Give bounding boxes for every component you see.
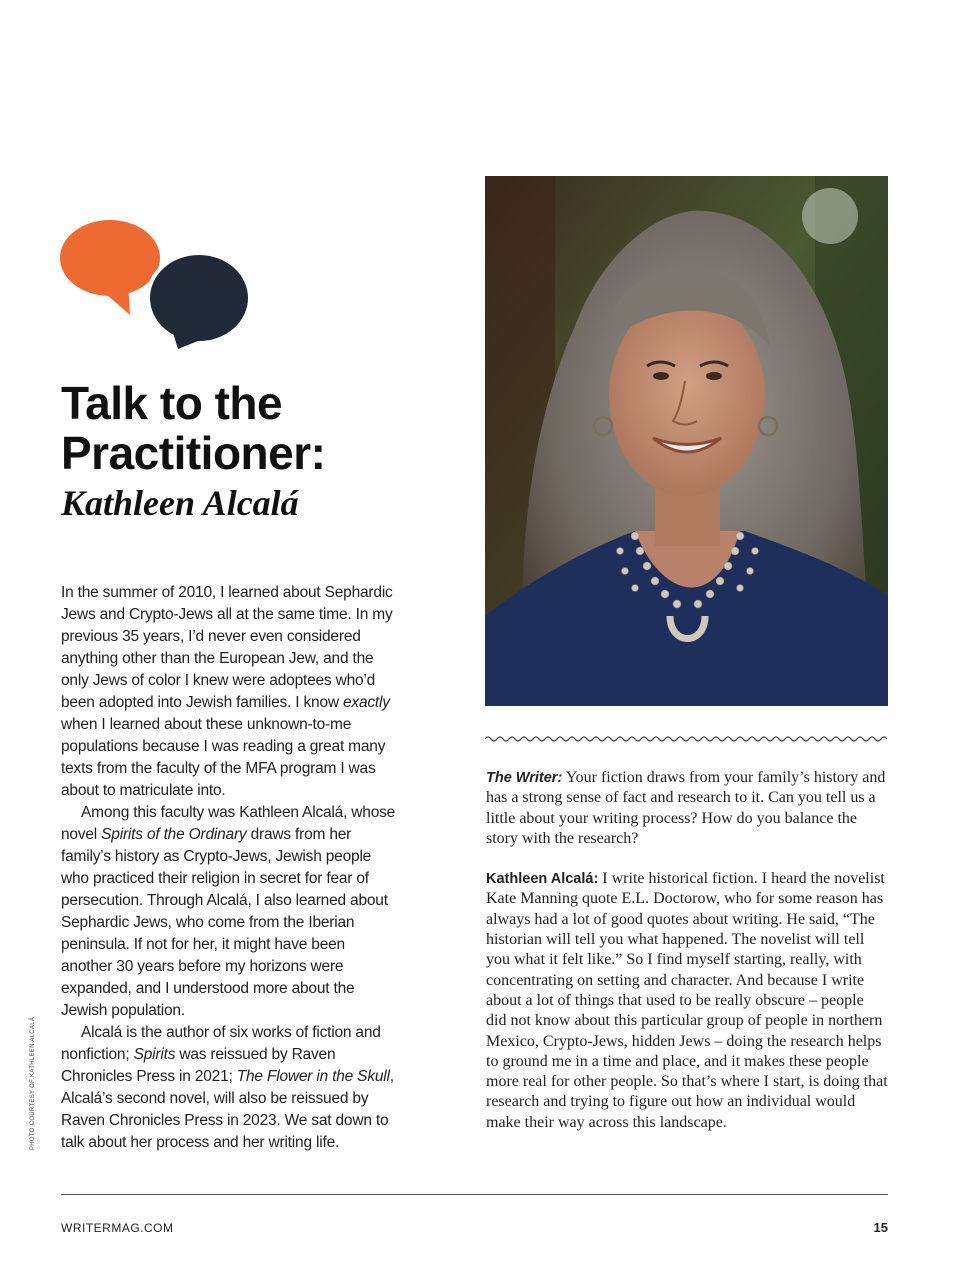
intro-paragraph — [61, 582, 396, 802]
interviewer-label: The Writer: — [486, 770, 563, 786]
intro-text — [61, 582, 396, 1154]
text-run: Alcalá is the author of six works of fiction and nonfiction; — [61, 1024, 381, 1063]
text-run: , Alcalá’s second novel, will also be reissued by Raven Chronicles Press in 2023. We sat down to talk about her process and her writing life. — [61, 1068, 394, 1151]
text-run: draws from her family’s history as Crypto-Jews, Jewish people who practiced their religion in secret for fear of persecution. Through Alcalá, I also learned about Sephardic Jews, who come from the Iberian peninsula. If not for her, it might have been another 30 years before my horizons were expanded, and I understood more about the Jewish population. — [61, 826, 388, 1019]
decorative-wave-divider — [485, 732, 888, 746]
intro-paragraph — [61, 802, 396, 1022]
intro-paragraph — [61, 1022, 396, 1154]
question-text: Your fiction draws from your family’s history and has a strong sense of fact and research to it. Can you tell us a little about your writing process? How do you balance the story with the research? — [486, 769, 886, 847]
footer-divider — [61, 1194, 888, 1195]
interview-qa — [486, 768, 888, 1133]
text-run: In the summer of 2010, I learned about Sephardic Jews and Crypto-Jews all at the same time. In my previous 35 years, I’d never even considered anything other than the European Jew, and the only Jews of color I knew were adoptees who’d been adopted into Jewish families. I know — [61, 584, 393, 711]
page-number: 15 — [873, 1220, 888, 1235]
article-title: Talk to the Practitioner: — [61, 377, 326, 479]
orange-bubble — [60, 220, 160, 315]
footer-site: WRITERMAG.COM — [61, 1221, 174, 1235]
article-subtitle: Kathleen Alcalá — [61, 483, 299, 523]
emphasis: exactly — [342, 694, 390, 711]
book-title: Spirits of the Ordinary — [101, 826, 247, 843]
text-run: Among this faculty was Kathleen Alcalá, whose novel — [61, 804, 396, 843]
text-run: was reissued by Raven Chronicles Press in 2021; — [61, 1046, 336, 1085]
author-portrait — [485, 176, 888, 706]
book-title: Spirits — [133, 1046, 176, 1063]
answer — [486, 869, 888, 1133]
book-title: The Flower in the Skull — [236, 1068, 390, 1085]
interviewee-label: Kathleen Alcalá: — [486, 871, 599, 888]
text-run: when I learned about these unknown-to-me populations because I was reading a great many texts from the faculty of the MFA program I was about to matriculate into. — [61, 716, 386, 799]
question — [486, 768, 888, 849]
photo-credit: PHOTO COURTESY OF KATHLEEN ALCALÁ — [30, 1016, 36, 1150]
navy-bubble — [148, 253, 250, 349]
answer-text: I write historical fiction. I heard the novelist Kate Manning quote E.L. Doctorow, who for some reason has always had a lot of good quotes about writing. He said, “The historian will tell you what happened. The novelist will tell you what it felt like.” So I find myself starting, really, with concentrating on setting and character. And because I write about a lot of things that used to be really obscure – people did not know about this particular group of people in northern Mexico, Crypto-Jews, hidden Jews – doing the research helps to ground me in a time and place, and it makes these people more real for other people. So that’s where I start, is doing that research and trying to figure out how an individual would make their way across this landscape. — [486, 870, 888, 1131]
speech-bubbles-icon — [58, 215, 258, 355]
